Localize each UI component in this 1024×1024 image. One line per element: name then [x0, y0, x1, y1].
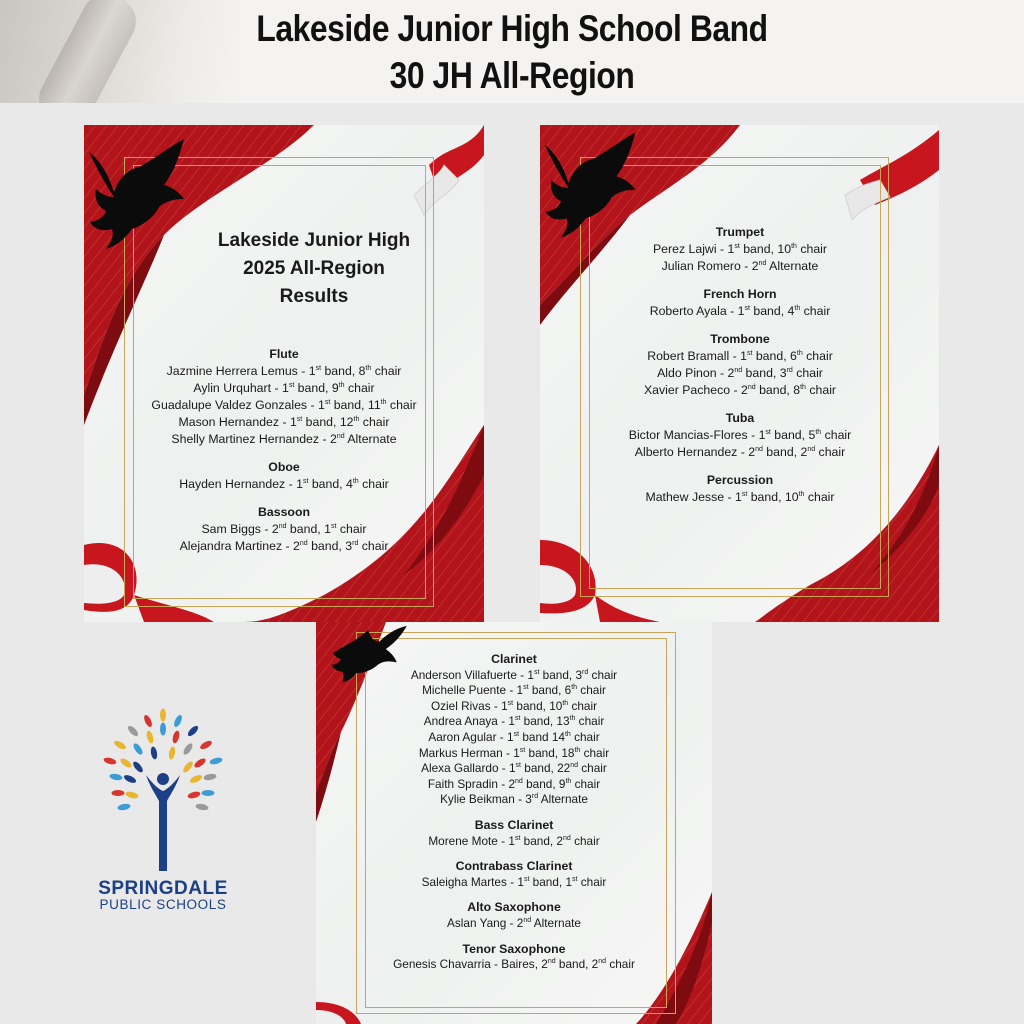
instrument-section — [374, 652, 654, 808]
instrument-section — [600, 331, 880, 399]
result-entry: Morene Mote - 1st band, 2nd chair — [428, 833, 600, 848]
leaf-icon — [160, 709, 166, 722]
instrument-section — [600, 410, 880, 461]
result-entry: Mathew Jesse - 1st band, 10th chair — [645, 490, 835, 504]
leaf-icon — [199, 739, 213, 751]
results-list — [600, 224, 880, 506]
logo-subtitle: PUBLIC SCHOOLS — [99, 897, 227, 912]
leaf-icon — [126, 724, 139, 737]
leaf-icon — [168, 746, 176, 760]
instrument-title: French Horn — [703, 287, 777, 301]
leaf-icon — [171, 730, 180, 744]
poster-title — [214, 227, 414, 311]
leaf-icon — [182, 742, 194, 756]
result-entry: Hayden Hernandez - 1st band, 4th chair — [179, 477, 389, 491]
poster-woodwinds-2 — [316, 622, 712, 1024]
header-banner — [0, 0, 1024, 103]
result-entry: Genesis Chavarria - Baires, 2nd band, 2nd chair — [393, 957, 635, 972]
poster-title-line2: 2025 All-Region — [243, 258, 385, 279]
result-entry: Xavier Pacheco - 2nd band, 8th chair — [643, 383, 837, 397]
results-list — [374, 642, 654, 973]
instrument-title: Clarinet — [491, 652, 537, 666]
springdale-logo — [88, 705, 238, 915]
instrument-title: Tuba — [725, 411, 755, 425]
instrument-section — [144, 346, 424, 448]
result-entry: Michelle Puente - 1st band, 6th chair — [422, 683, 606, 698]
result-entry: Robert Bramall - 1st band, 6th chair — [647, 349, 833, 363]
leaf-icon — [113, 739, 127, 751]
result-entry: Anderson Villafuerte - 1st band, 3rd chair — [410, 667, 618, 682]
leaf-icon — [109, 773, 123, 781]
instrument-title: Oboe — [268, 460, 300, 474]
result-entry: Kylie Beikman - 3rd Alternate — [440, 792, 588, 807]
results-list — [144, 346, 424, 555]
result-entry: Bictor Mancias-Flores - 1st band, 5th chair — [628, 428, 852, 442]
leaf-icon — [195, 803, 209, 811]
instrument-section — [600, 224, 880, 275]
result-entry: Roberto Ayala - 1st band, 4th chair — [649, 304, 831, 318]
result-entry: Aaron Agular - 1st band 14th chair — [428, 729, 600, 744]
page-title-line1: Lakeside Junior High School Band — [256, 8, 768, 49]
leaf-icon — [103, 756, 117, 765]
leaf-icon — [182, 760, 195, 774]
instrument-section — [600, 286, 880, 320]
leaf-icon — [123, 774, 137, 785]
leaf-icon — [143, 714, 154, 728]
leaf-icon — [132, 760, 145, 774]
instrument-section — [374, 859, 654, 890]
page-title-line2: 30 JH All-Region — [389, 55, 635, 96]
leaf-icon — [187, 790, 201, 799]
instrument-title: Trombone — [710, 332, 770, 346]
instrument-section — [144, 504, 424, 555]
result-entry: Jazmine Herrera Lemus - 1st band, 8th chair — [166, 364, 402, 378]
eagle-icon — [84, 137, 194, 252]
leaf-icon — [173, 714, 184, 728]
result-entry: Sam Biggs - 2nd band, 1st chair — [201, 522, 367, 536]
leaf-icon — [145, 730, 154, 744]
leaf-icon — [117, 803, 131, 811]
tree-logo-icon — [88, 705, 238, 875]
instrument-section — [144, 459, 424, 493]
instrument-title: Tenor Saxophone — [462, 941, 566, 956]
instrument-title: Bass Clarinet — [474, 817, 554, 832]
instrument-title: Alto Saxophone — [467, 900, 561, 915]
leaf-icon — [193, 757, 207, 769]
leaf-icon — [203, 773, 217, 781]
poster-title-line1: Lakeside Junior High — [217, 230, 411, 251]
poster-woodwinds-1 — [84, 125, 484, 622]
poster-title-line3: Results — [279, 286, 349, 307]
logo-name: SPRINGDALE — [98, 878, 228, 899]
result-entry: Guadalupe Valdez Gonzales - 1st band, 11th chair — [151, 398, 417, 412]
result-entry: Aslan Yang - 2nd Alternate — [447, 915, 581, 930]
instrument-title: Bassoon — [258, 505, 310, 519]
instrument-section — [600, 472, 880, 506]
result-entry: Perez Lajwi - 1st band, 10th chair — [652, 242, 827, 256]
result-entry: Shelly Martinez Hernandez - 2nd Alternate — [171, 432, 397, 446]
result-entry: Mason Hernandez - 1st band, 12th chair — [178, 415, 390, 429]
leaf-icon — [125, 790, 139, 799]
instrument-title: Trumpet — [715, 225, 765, 239]
result-entry: Andrea Anaya - 1st band, 13th chair — [423, 714, 605, 729]
result-entry: Oziel Rivas - 1st band, 10th chair — [430, 698, 598, 713]
result-entry: Saleigha Martes - 1st band, 1st chair — [421, 874, 607, 889]
result-entry: Alexa Gallardo - 1st band, 22nd chair — [421, 761, 607, 776]
leaf-icon — [189, 774, 203, 785]
result-entry: Faith Spradin - 2nd band, 9th chair — [427, 776, 601, 791]
instrument-section — [374, 942, 654, 973]
result-entry: Alberto Hernandez - 2nd band, 2nd chair — [634, 445, 846, 459]
leaf-icon — [119, 757, 133, 769]
leaf-icon — [160, 723, 166, 736]
result-entry: Alejandra Martinez - 2nd band, 3rd chair — [179, 539, 389, 553]
result-entry: Aylin Urquhart - 1st band, 9th chair — [193, 381, 375, 395]
instrument-section — [374, 900, 654, 931]
leaf-icon — [202, 790, 215, 796]
leaf-icon — [112, 790, 125, 796]
leaf-icon — [186, 724, 199, 737]
instrument-title: Percussion — [706, 473, 774, 487]
result-entry: Markus Herman - 1st band, 18th chair — [418, 745, 610, 760]
leaf-icon — [209, 756, 223, 765]
leaf-icon — [150, 746, 158, 760]
result-entry: Aldo Pinon - 2nd band, 3rd chair — [657, 366, 823, 380]
instrument-title: Contrabass Clarinet — [455, 859, 573, 874]
instrument-title: Flute — [269, 347, 299, 361]
result-entry: Julian Romero - 2nd Alternate — [661, 259, 819, 273]
leaf-icon — [132, 742, 144, 756]
instrument-section — [374, 818, 654, 849]
poster-brass — [540, 125, 939, 622]
